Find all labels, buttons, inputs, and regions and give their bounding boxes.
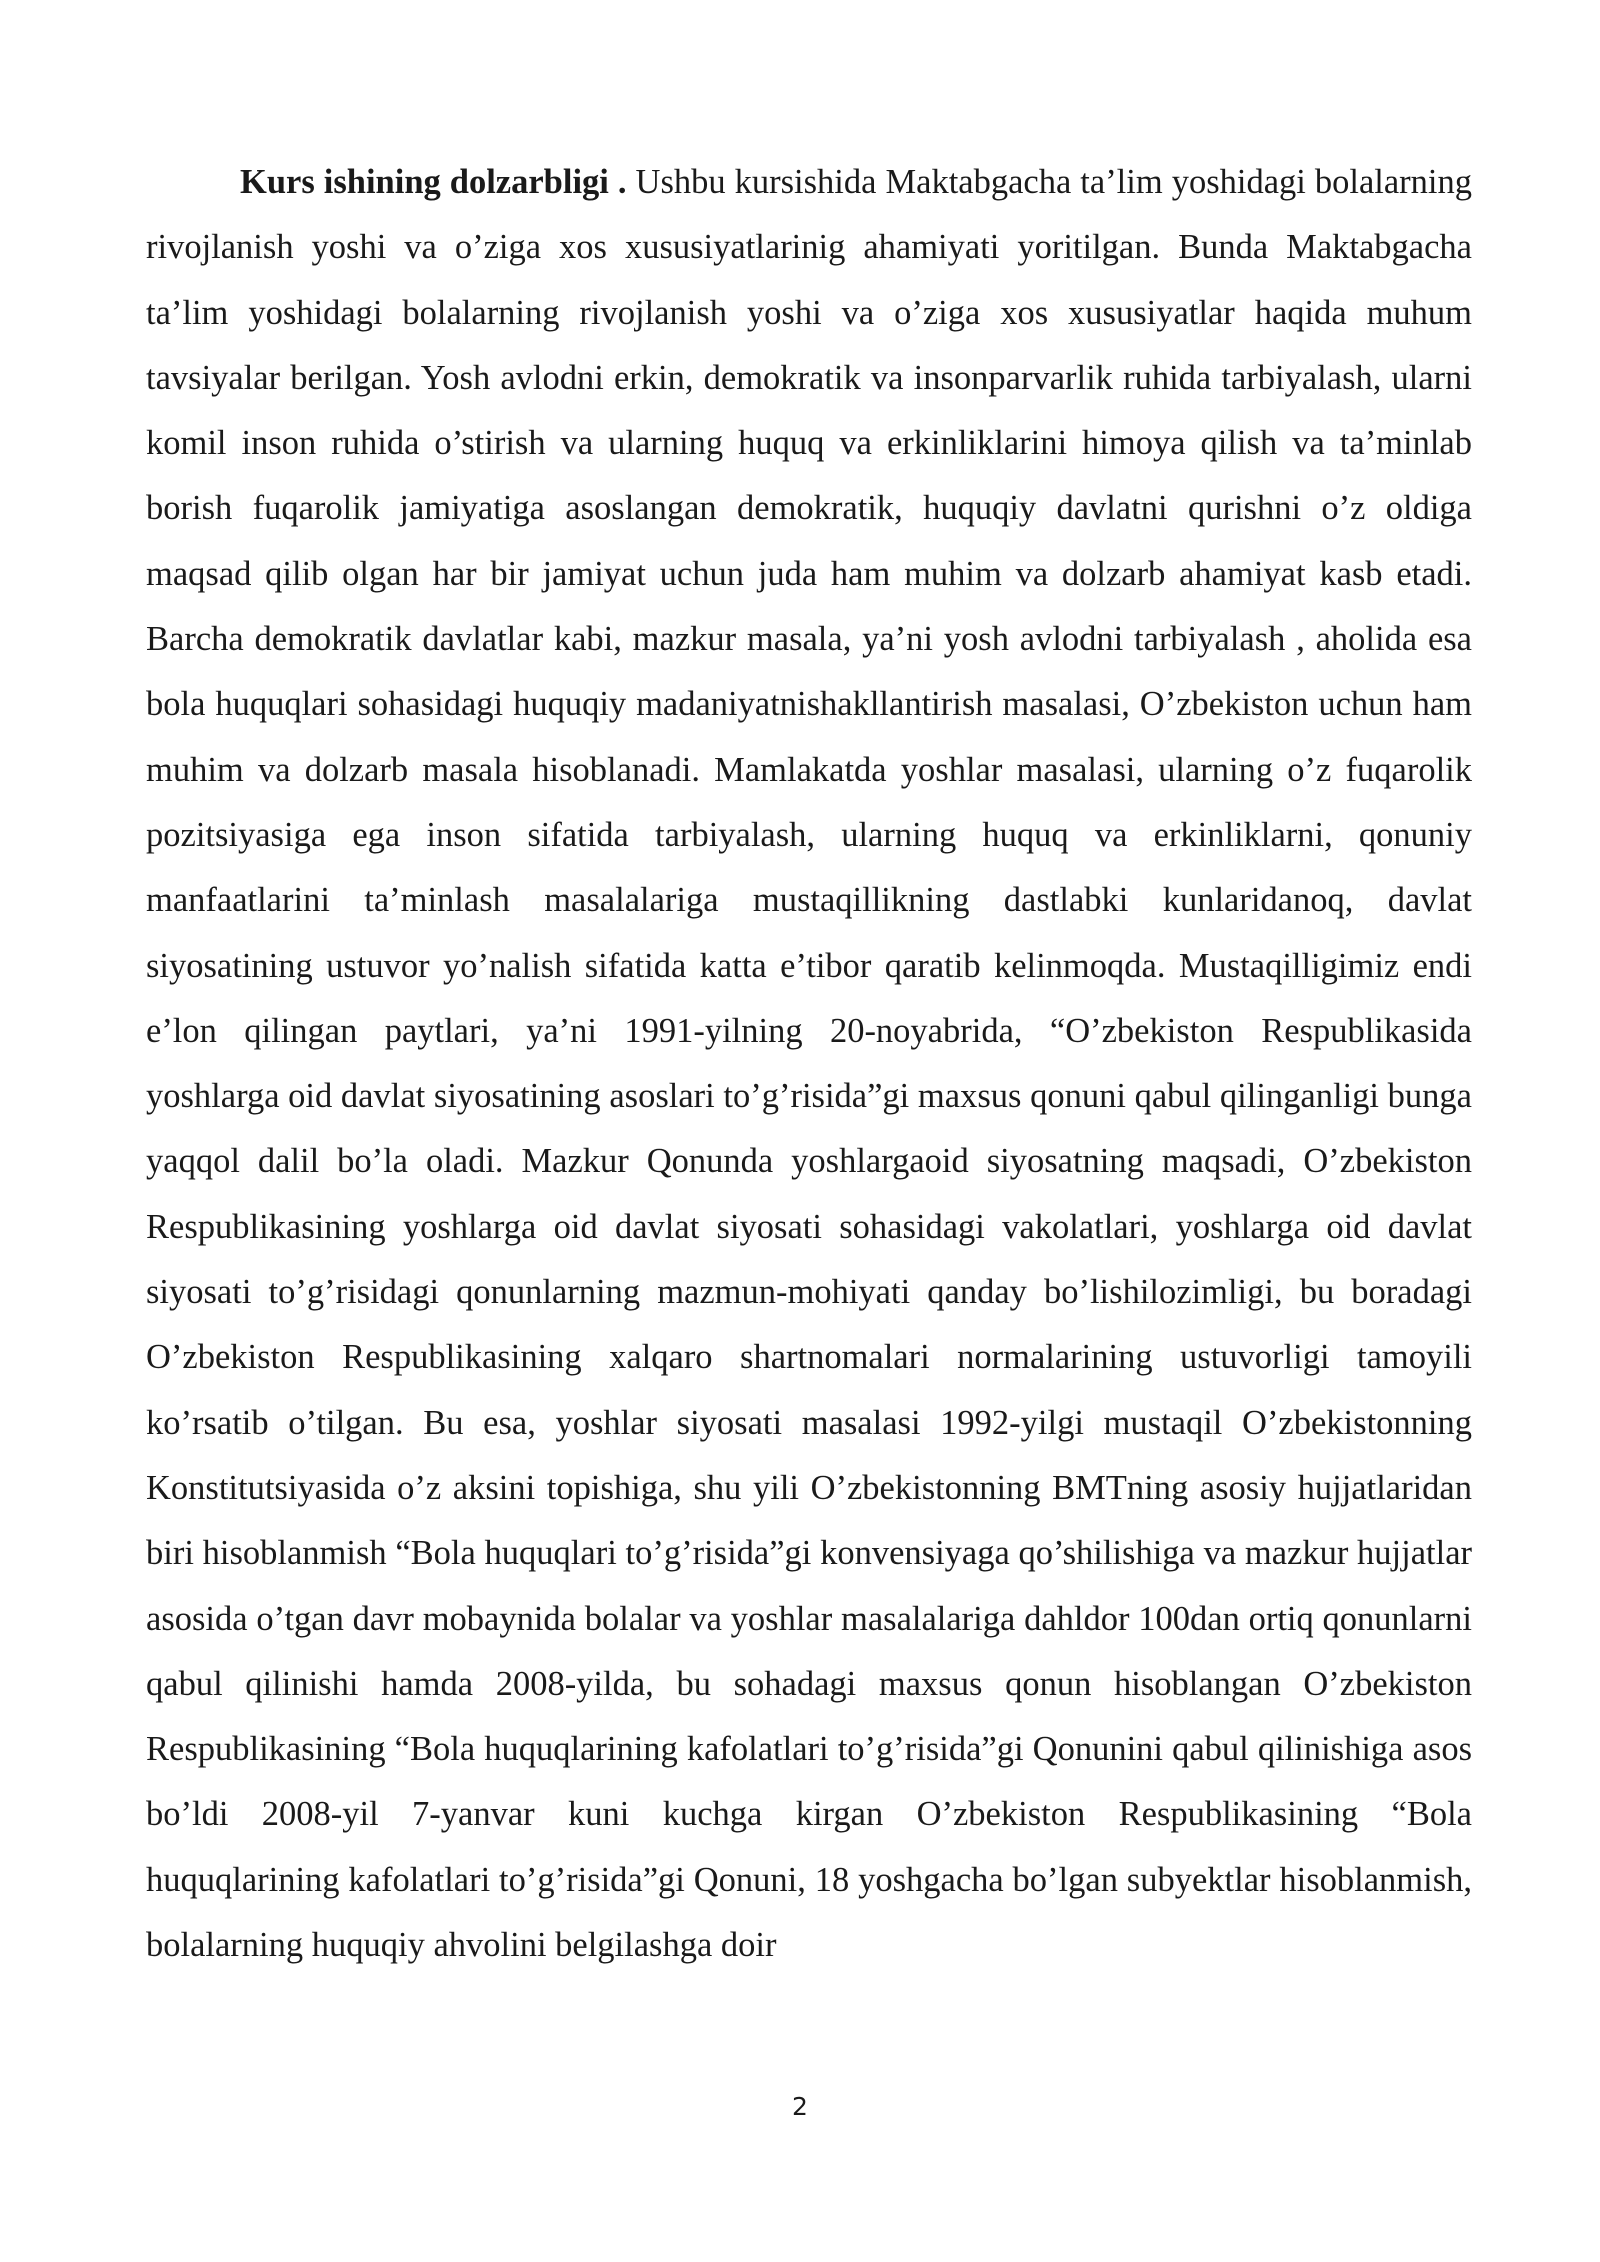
section-heading: Kurs ishining dolzarbligi . (240, 163, 627, 201)
paragraph-text: Ushbu kursishida Maktabgacha ta’lim yoshidagi bolalarning rivojlanish yoshi va o’ziga xos xususiyatlarinig ahamiyati yoritilgan. Bunda Maktabgacha ta’lim yoshidagi bolalarning rivojlanish yoshi va o’ziga xos xususiyatlar haqida muhum tavsiyalar berilgan. Yosh avlodni erkin, demokratik va insonparvarlik ruhida tarbiyalash, ularni komil inson ruhida o’stirish va ularning huquq va erkinliklarini himoya qilish va ta’minlab borish fuqarolik jamiyatiga asoslangan demokratik, huquqiy davlatni qurishni o’z oldiga maqsad qilib olgan har bir jamiyat uchun juda ham muhim va dolzarb ahamiyat kasb etadi. Barcha demokratik davlatlar kabi, mazkur masala, ya’ni yosh avlodni tarbiyalash , aholida esa bola huquqlari sohasidagi huquqiy madaniyatnishakllantirish masalasi, O’zbekiston uchun ham muhim va dolzarb masala hisoblanadi. Mamlakatda yoshlar masalasi, ularning o’z fuqarolik pozitsiyasiga ega inson sifatida tarbiyalash, ularning huquq va erkinliklarni, qonuniy manfaatlarini ta’minlash masalalariga mustaqillikning dastlabki kunlaridanoq, davlat siyosatining ustuvor yo’nalish sifatida katta e’tibor qaratib kelinmoqda. Mustaqilligimiz endi e’lon qilingan paytlari, ya’ni 1991-yilning 20-noyabrida, “O’zbekiston Respublikasida yoshlarga oid davlat siyosatining asoslari to’g’risida”gi maxsus qonuni qabul qilinganligi bunga yaqqol dalil bo’la oladi. Mazkur Qonunda yoshlargaoid siyosatning maqsadi, O’zbekiston Respublikasining yoshlarga oid davlat siyosati sohasidagi vakolatlari, yoshlarga oid davlat siyosati to’g’risidagi qonunlarning mazmun-mohiyati qanday bo’lishilozimligi, bu boradagi O’zbekiston Respublikasining xalqaro shartnomalari normalarining ustuvorligi tamoyili ko’rsatib o’tilgan. Bu esa, yoshlar siyosati masalasi 1992-yilgi mustaqil O’zbekistonning Konstitutsiyasida o’z aksini topishiga, shu yili O’zbekistonning BMTning asosiy hujjatlaridan biri hisoblanmish “Bola huquqlari to’g’risida”gi konvensiyaga qo’shilishiga va mazkur hujjatlar asosida o’tgan davr mobaynida bolalar va yoshlar masalalariga dahldor 100dan ortiq qonunlarni qabul qilinishi hamda 2008-yilda, bu sohadagi maxsus qonun hisoblangan O’zbekiston Respublikasining “Bola huquqlarining kafolatlari to’g’risida”gi Qonunini qabul qilinishiga asos bo’ldi 2008-yil 7-yanvar kuni kuchga kirgan O’zbekiston Respublikasining “Bola huquqlarining kafolatlari to’g’risida”gi Qonuni, 18 yoshgacha bo’lgan subyektlar hisoblanmish, bolalarning huquqiy ahvolini belgilashga doir (146, 163, 1472, 1965)
body-paragraph (146, 150, 1472, 1978)
page-number: 2 (792, 2092, 808, 2121)
